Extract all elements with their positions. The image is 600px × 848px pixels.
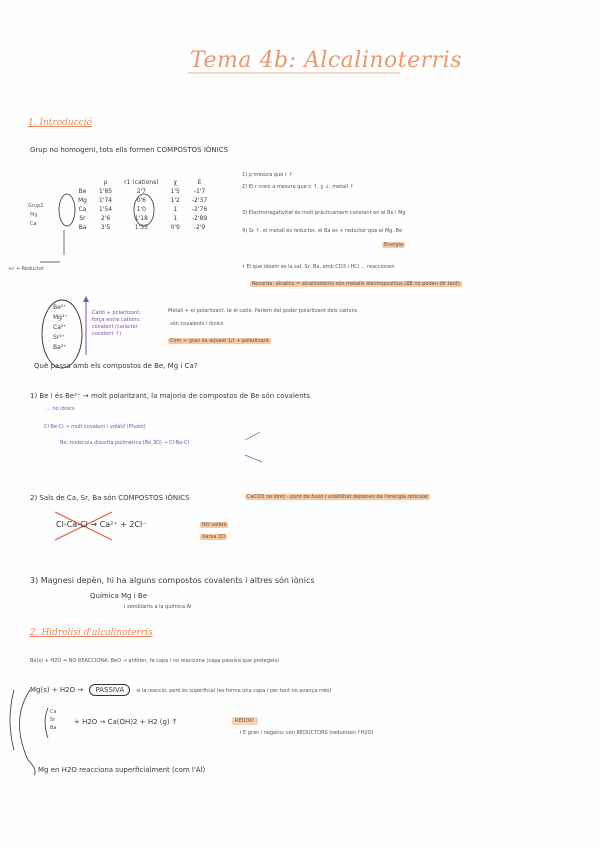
ion: Ba²⁺ — [53, 344, 67, 351]
note: • El que dèiem és la sal: Sr, Ba, amb CO3 i HCl ... reaccionen — [242, 264, 395, 270]
point-1-line3: Be: molècula dissolta polimèrica (Be 3D) → Cl-Be-Cl — [60, 440, 189, 446]
table-header: r1 (cations) — [124, 179, 159, 186]
question-text: Què passa amb els compostos de Be, Mg i Ca? — [34, 362, 198, 370]
table-left-label: Grup2 — [28, 203, 44, 209]
table-cell: 1'35 — [134, 224, 148, 231]
ion: Ca²⁺ — [53, 324, 67, 331]
table-cell: 1 — [173, 206, 178, 213]
metal: Sr — [50, 717, 56, 723]
table-cell: -2'37 — [191, 197, 208, 204]
point-2-box: NO volàtil — [202, 522, 227, 528]
passiva-badge: PASSIVA — [89, 684, 130, 696]
point-3-sub: i semblants a la química Al — [124, 604, 192, 610]
table-row — [72, 205, 213, 214]
hydrolysis-footer: Mg en H2O reacciona superficialment (com l'Al) — [38, 766, 206, 774]
table-cell: 1'2 — [170, 197, 180, 204]
table-bottom-left: +r + Reductor — [8, 266, 45, 272]
point-1-line2: Cl-Be-Cl → molt covalent i volàtil (Pfusió) — [44, 424, 146, 430]
note: 3) Electronegativitat és molt pràcticament constant en el Be i Mg — [242, 210, 406, 216]
table-header: ρ — [103, 179, 108, 186]
table-cell: 2'7 — [136, 188, 146, 195]
ions-note: Catió + polaritzant, força entre cations, covalent (caràcter covalent ↑) — [92, 310, 141, 337]
table-cell: 2'6 — [100, 215, 111, 222]
table-left-label: Ca — [30, 221, 37, 227]
ion: Be²⁺ — [53, 304, 67, 311]
properties-table — [72, 178, 213, 232]
point-2-box: Xarxa 3D — [202, 534, 226, 540]
metal-list — [50, 708, 64, 732]
table-cell: Mg — [78, 197, 87, 204]
hydrolysis-line-2 — [30, 686, 331, 694]
polarization-sub: són covalents i iònics — [170, 321, 224, 327]
polarization-text: Metall + el polaritzant, té el catió. Parlem del poder polaritzant dels cations — [168, 308, 358, 314]
hydrolysis-equation: + H2O → Ca(OH)2 + H2 (g) ↑ — [74, 718, 178, 726]
note: 1) ρ mesura que r ↑ — [242, 172, 293, 178]
table-cell: 1 — [173, 215, 178, 222]
intro-bullet: Grup no homogeni, tots ells formen COMPOSTOS IÒNICS — [30, 146, 229, 154]
table-row — [72, 196, 213, 205]
table-cell: 1'5 — [170, 188, 180, 195]
table-cell: Be — [78, 188, 87, 195]
note: Recorda: alcalins = alcalinoterris són metalls electropositius (ΔE no poden dir tant) — [252, 281, 460, 287]
point-1: 1) Be i és Be²⁺ → molt polaritzant, la majoria de compostos de Be són covalents — [30, 392, 311, 400]
line-2-prefix: Mg(s) + H2O → — [30, 686, 84, 694]
table-row — [72, 214, 213, 223]
table-cell: 0'6 — [136, 197, 146, 204]
table-cell: Sr — [79, 215, 86, 222]
reductors-note: i E gran i negatiu: són REDUCTORS (redueixen l'H2O) — [240, 730, 374, 736]
table-header: E — [197, 179, 202, 186]
energia-badge: Energia — [384, 242, 403, 248]
point-3: 3) Magnesi depèn, hi ha alguns compostos covalents i altres són iònics — [30, 576, 315, 585]
table-cell: -2'89 — [191, 215, 208, 222]
metal: Ba — [50, 725, 57, 731]
table-row — [72, 187, 213, 196]
table-cell: 1'85 — [99, 188, 113, 195]
ratio-text: Com + gran és aquest 1/r + polaritzant — [170, 338, 269, 344]
note: 2) El r creix a mesura que n ↑, χ ↓, metall ↑ — [242, 184, 354, 190]
section-heading-hydrolysis: 2. Hidròlisi d'alcalinoterris — [30, 628, 153, 638]
hydrolysis-line-1: Be(s) + H2O ↛ NO REACCIONA: BeO → anfòter, fa capa i no reacciona (capa passiva que protegeix) — [30, 658, 280, 664]
table-cell: 0'9 — [170, 224, 180, 231]
ion-list — [53, 303, 75, 353]
table-cell: Ba — [78, 224, 87, 231]
point-2-aside: CaCO3 no iònic - punt de fusió i volatilitat depenen de l'energia reticular — [247, 494, 429, 500]
metal: Ca — [50, 709, 57, 715]
point-2-formula: Cl-Ca-Cl → Ca²⁺ + 2Cl⁻ — [56, 520, 147, 529]
note: 4) Sr ↑, el metall és reductor, el Ba és + reductor que el Mg, Be — [242, 228, 403, 234]
table-cell: 1'18 — [134, 215, 148, 222]
point-1-sub: ... no iònics — [46, 406, 75, 412]
redox-badge: REDOX! — [232, 718, 258, 724]
section-heading-intro: 1. Introducció — [28, 118, 93, 128]
table-cell: 1'54 — [99, 206, 113, 213]
table-cell: 3'5 — [100, 224, 111, 231]
page-title: Tema 4b: Alcalinoterris — [190, 48, 463, 73]
table-row — [72, 223, 213, 232]
table-cell: -2'9 — [193, 224, 206, 231]
table-cell: -2'76 — [191, 206, 208, 213]
table-cell: 1'0 — [136, 206, 146, 213]
line-2-suffix: si la reacció, però és superficial (es forma una capa i per tant no avança més) — [136, 688, 332, 694]
ion: Mg²⁺ — [53, 314, 68, 321]
point-3-sub: Química Mg i Be — [90, 592, 148, 600]
ion: Sr²⁺ — [53, 334, 65, 341]
table-header — [72, 178, 93, 187]
table-cell: 1'74 — [99, 197, 113, 204]
table-cell: -1'7 — [193, 188, 206, 195]
table-left-label: Mg — [30, 212, 38, 218]
table-cell: Ca — [78, 206, 87, 213]
table-header: χ — [173, 179, 177, 186]
point-2: 2) Sals de Ca, Sr, Ba són COMPOSTOS IÒNICS — [30, 494, 190, 502]
